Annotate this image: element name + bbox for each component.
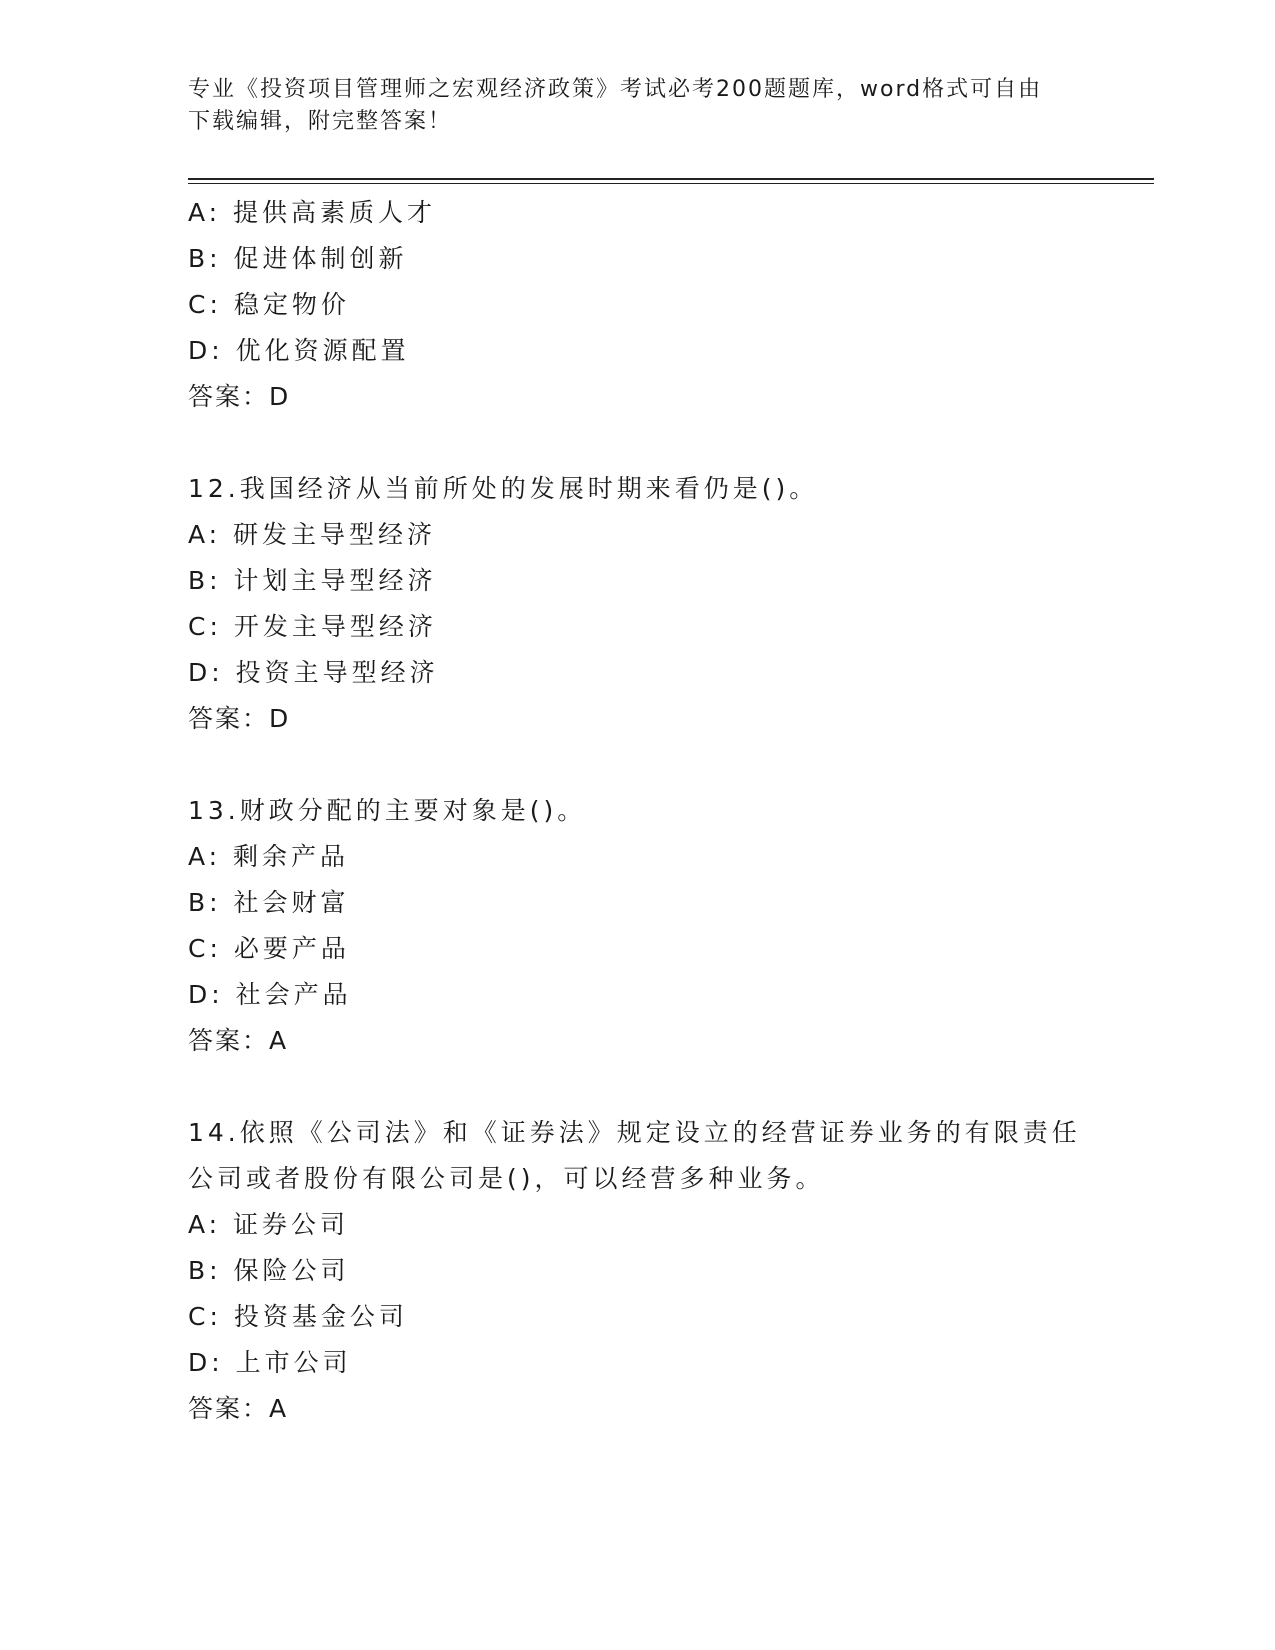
block-gap xyxy=(188,1064,1138,1110)
option-d: D: 上市公司 xyxy=(188,1348,352,1377)
question-block-13 xyxy=(188,788,1138,1064)
question-text-line-2: 公司或者股份有限公司是()，可以经营多种业务。 xyxy=(188,1164,825,1193)
option-d: D: 社会产品 xyxy=(188,980,352,1009)
block-gap xyxy=(188,420,1138,466)
answer-line: 答案：D xyxy=(188,382,291,411)
header-line-1: 专业《投资项目管理师之宏观经济政策》考试必考200题题库，word格式可自由 xyxy=(188,77,1043,102)
answer-line: 答案：A xyxy=(188,1026,289,1055)
option-d: D: 投资主导型经济 xyxy=(188,658,439,687)
answer-line: 答案：D xyxy=(188,704,291,733)
option-b: B: 保险公司 xyxy=(188,1256,350,1285)
option-a: A: 提供高素质人才 xyxy=(188,198,437,227)
option-b: B: 社会财富 xyxy=(188,888,350,917)
question-list xyxy=(188,190,1138,1432)
question-text: 12.我国经济从当前所处的发展时期来看仍是()。 xyxy=(188,474,819,503)
block-gap xyxy=(188,742,1138,788)
question-block-14 xyxy=(188,1110,1138,1432)
option-a: A: 剩余产品 xyxy=(188,842,350,871)
document-header xyxy=(188,74,1088,138)
option-c: C: 投资基金公司 xyxy=(188,1302,408,1331)
option-a: A: 证券公司 xyxy=(188,1210,350,1239)
question-text: 13.财政分配的主要对象是()。 xyxy=(188,796,587,825)
option-d: D: 优化资源配置 xyxy=(188,336,410,365)
option-b: B: 计划主导型经济 xyxy=(188,566,437,595)
header-line-2: 下载编辑，附完整答案！ xyxy=(188,109,453,134)
option-c: C: 必要产品 xyxy=(188,934,350,963)
option-b: B: 促进体制创新 xyxy=(188,244,408,273)
question-block-11 xyxy=(188,190,1138,420)
option-a: A: 研发主导型经济 xyxy=(188,520,437,549)
answer-line: 答案：A xyxy=(188,1394,289,1423)
question-block-12 xyxy=(188,466,1138,742)
option-c: C: 稳定物价 xyxy=(188,290,350,319)
option-c: C: 开发主导型经济 xyxy=(188,612,437,641)
header-divider xyxy=(188,178,1154,184)
question-text-line-1: 14.依照《公司法》和《证券法》规定设立的经营证券业务的有限责任 xyxy=(188,1118,1081,1147)
